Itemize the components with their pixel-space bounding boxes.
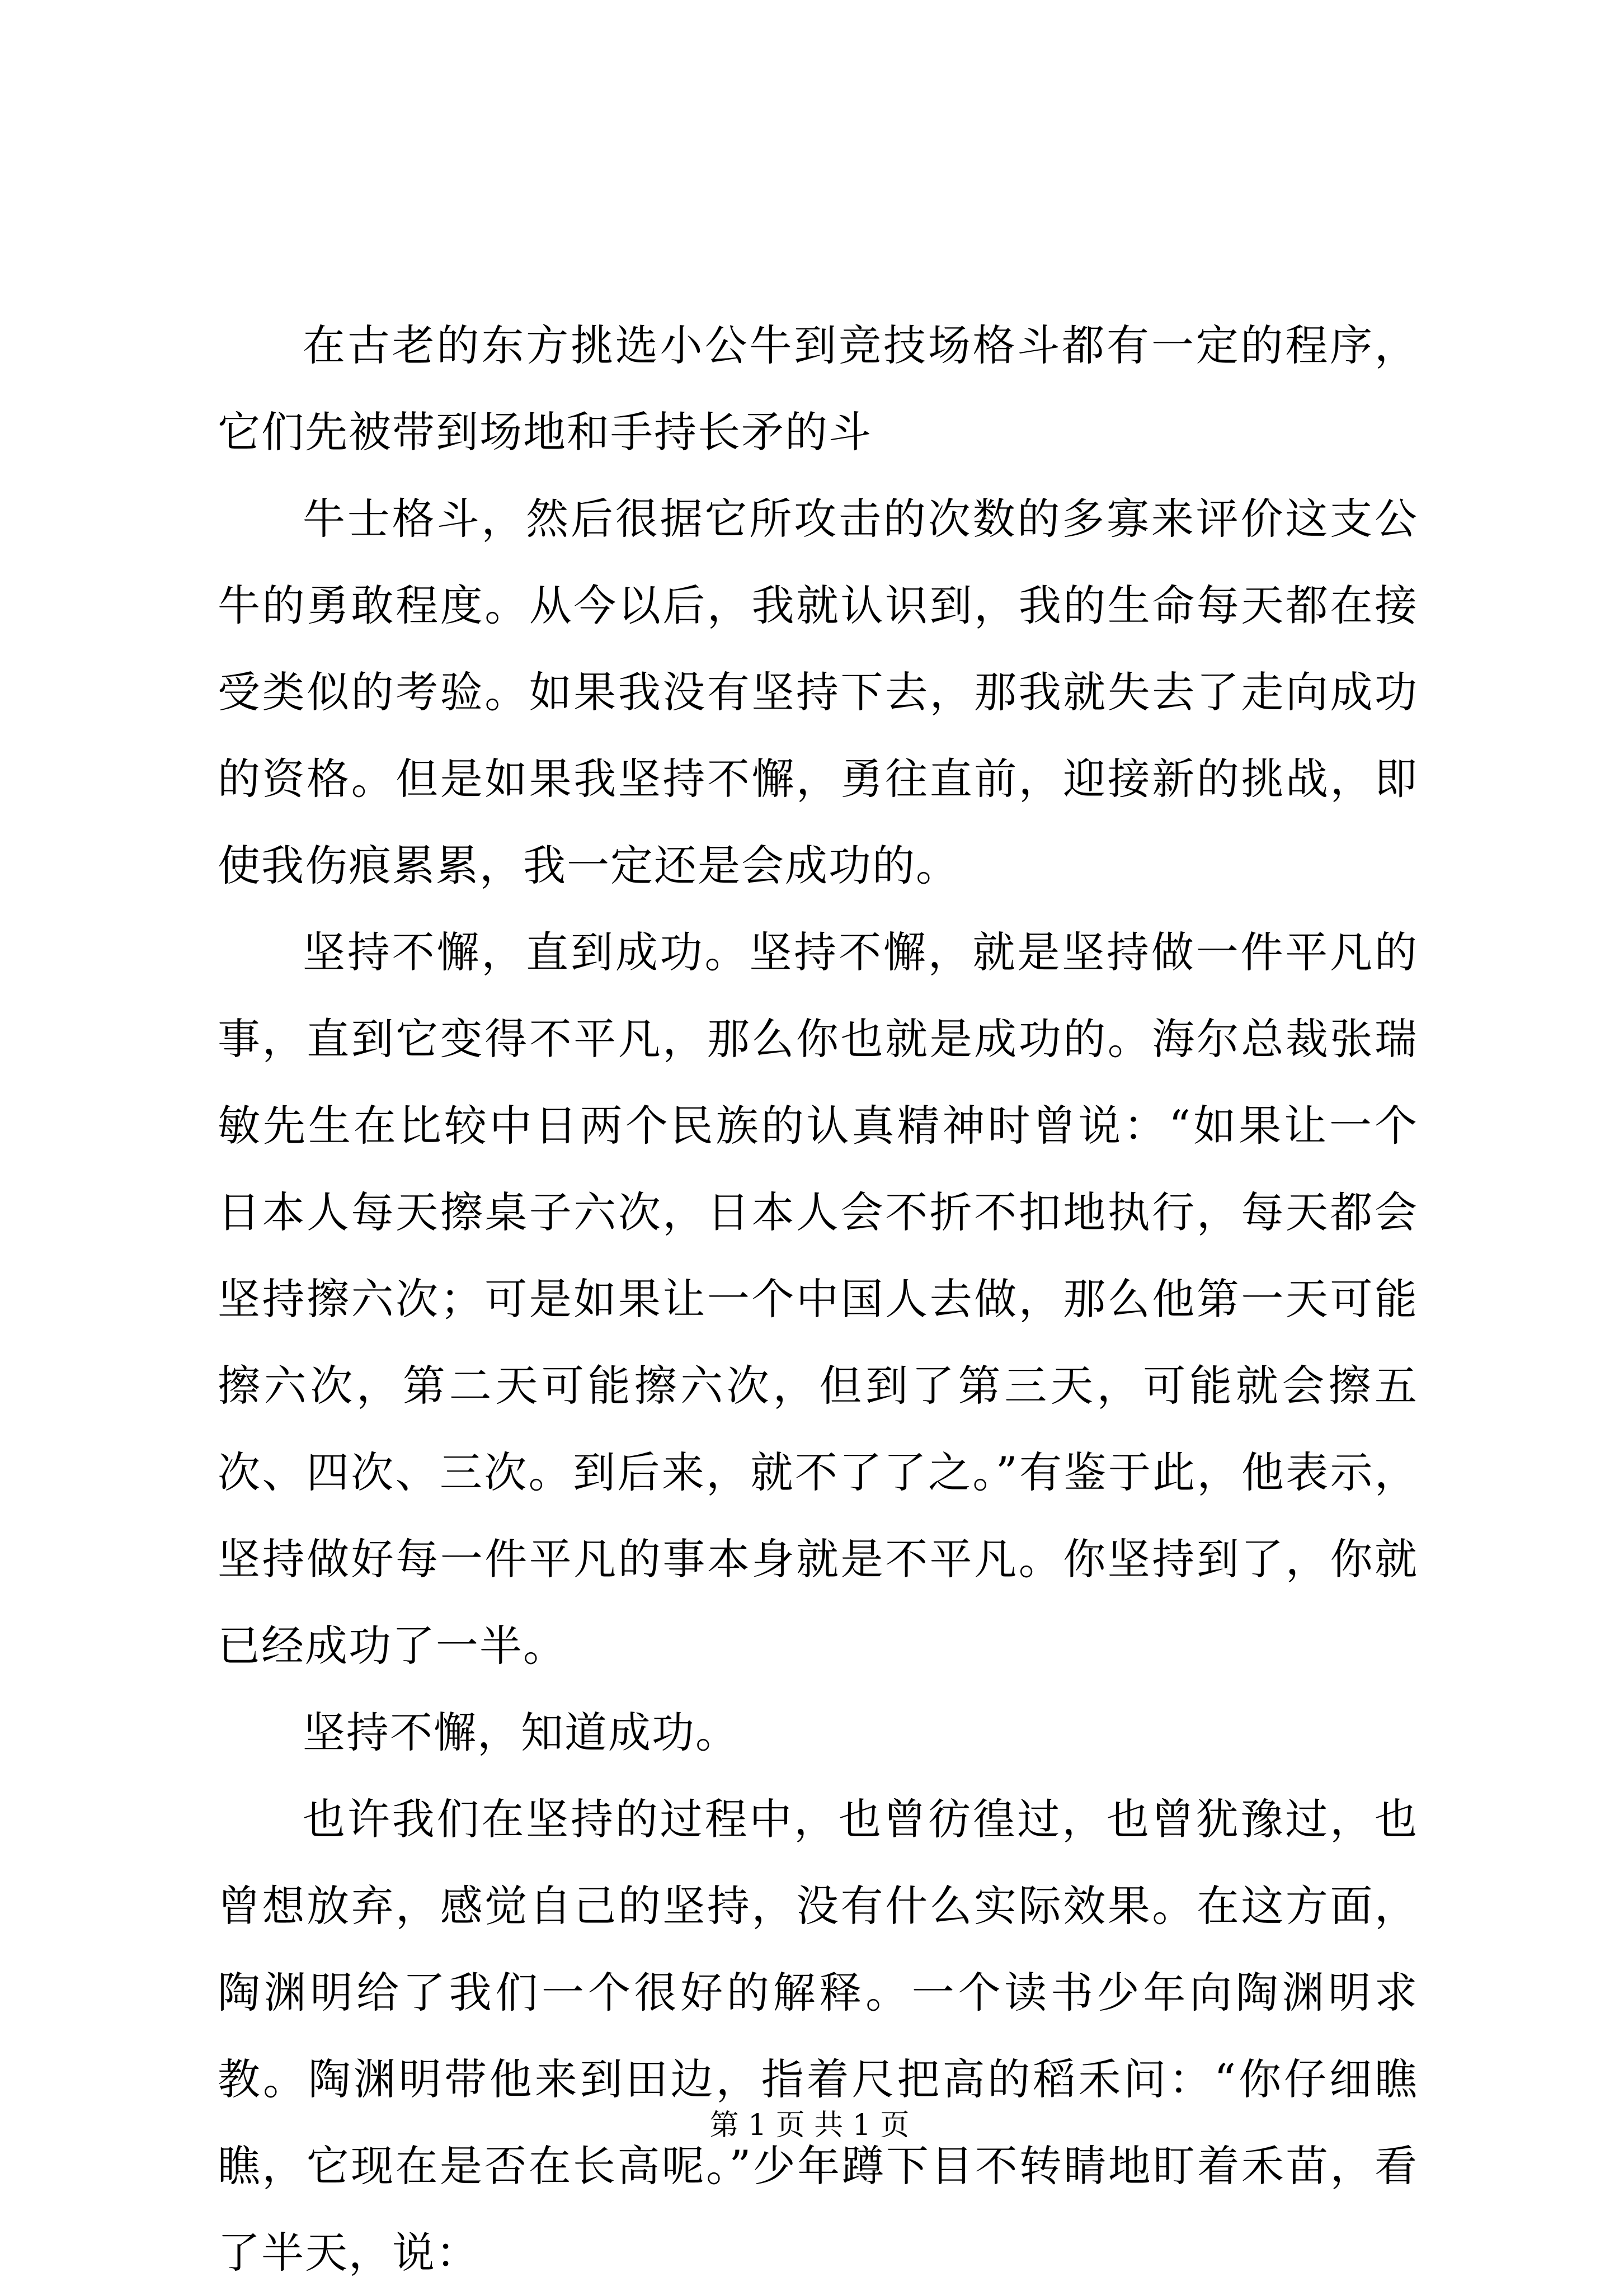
document-body bbox=[218, 302, 1418, 2296]
paragraph-1: 在古老的东方挑选小公牛到竞技场格斗都有一定的程序，它们先被带到场地和手持长矛的斗 bbox=[218, 320, 1418, 457]
paragraph-3: 坚持不懈，直到成功。坚持不懈，就是坚持做一件平凡的事，直到它变得不平凡，那么你也就是成功的。海尔总裁张瑞敏先生在比较中日两个民族的认真精神时曾说：“如果让一个日本人每天擦桌子六次，日本人会不折不扣地执行，每天都会坚持擦六次；可是如果让一个中国人去做，那么他第一天可能擦六次，第二天可能擦六次，但到了第三天，可能就会擦五次、四次、三次。到后来，就不了了之。”有鉴于此，他表示，坚持做好每一件平凡的事本身就是不平凡。你坚持到了，你就已经成功了一半。 bbox=[218, 927, 1418, 1671]
paragraph-4: 坚持不懈，知道成功。 bbox=[303, 1708, 739, 1757]
paragraph-5: 也许我们在坚持的过程中，也曾彷徨过，也曾犹豫过，也曾想放弃，感觉自己的坚持，没有什么实际效果。在这方面，陶渊明给了我们一个很好的解释。一个读书少年向陶渊明求教。陶渊明带他来到田边，指着尺把高的稻禾问：“你仔细瞧瞧，它现在是否在长高呢。”少年蹲下目不转睛地盯着禾苗，看了半天，说： bbox=[218, 1794, 1418, 2278]
paragraph-2: 牛士格斗，然后很据它所攻击的次数的多寡来评价这支公牛的勇敢程度。从今以后，我就认识到，我的生命每天都在接受类似的考验。如果我没有坚持下去，那我就失去了走向成功的资格。但是如果我坚持不懈，勇往直前，迎接新的挑战，即使我伤痕累累，我一定还是会成功的。 bbox=[218, 494, 1418, 890]
page-footer: 第 1 页 共 1 页 bbox=[709, 2109, 910, 2142]
